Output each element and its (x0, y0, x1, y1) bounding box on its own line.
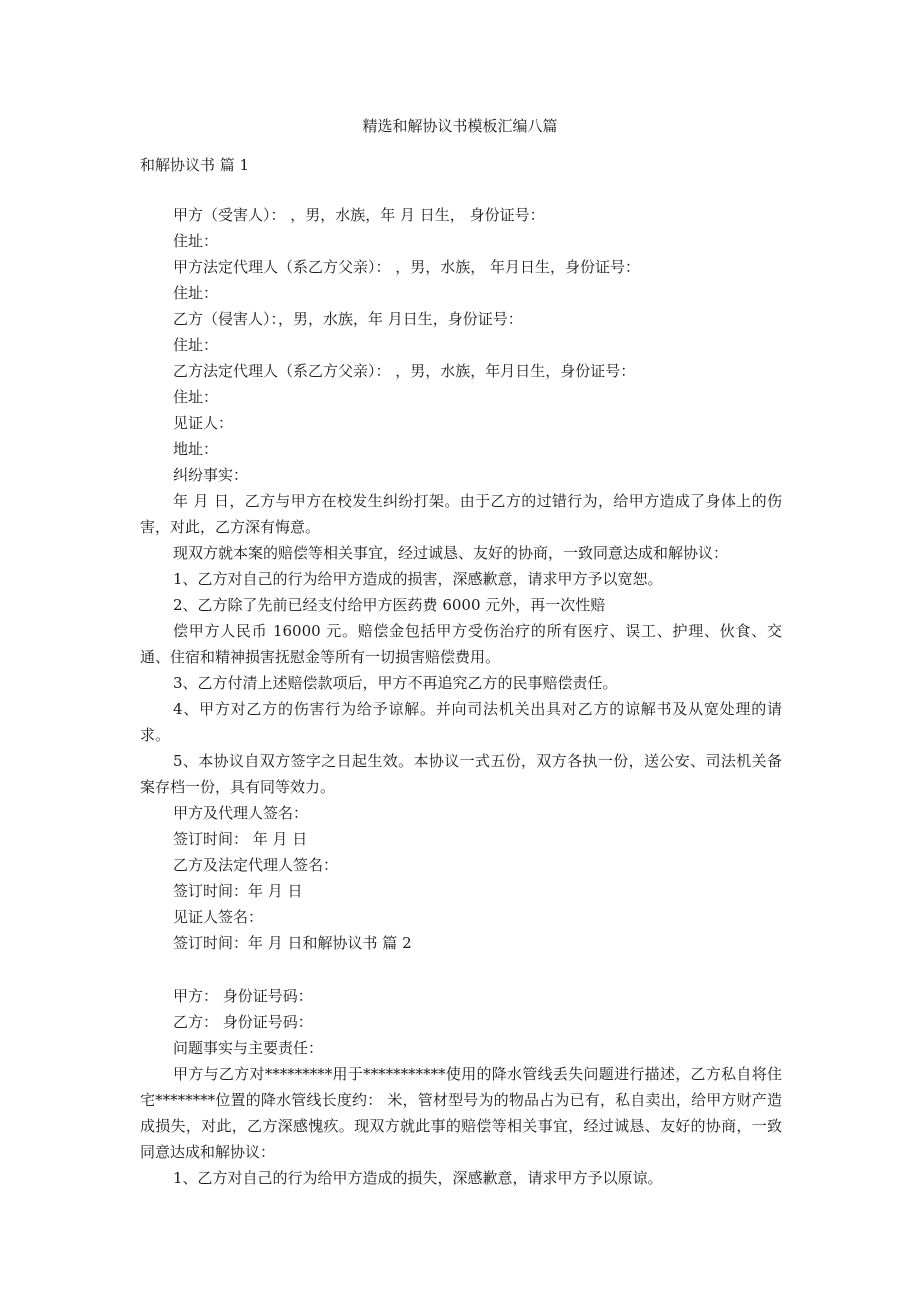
section-1-paragraph-5: 乙方（侵害人）：，男，水族，年 月日生，身份证号： (173, 310, 523, 328)
section-1-paragraph-18: 4、甲方对乙方的伤害行为给予谅解。并向司法机关出具对乙方的谅解书及从宽处理的请求。 (140, 700, 782, 744)
section-1-paragraph-16: 偿甲方人民币 16000 元。赔偿金包括甲方受伤治疗的所有医疗、误工、护理、伙食、交通、住宿和精神损害抚慰金等所有一切损害赔偿费用。 (140, 622, 782, 666)
section-1-paragraph-4: 住址： (173, 284, 219, 302)
section-1-paragraph-3: 甲方法定代理人（系乙方父亲）： ，男，水族， 年月日生，身份证号： (173, 258, 641, 276)
section-2-paragraph-3: 问题事实与主要责任： (173, 1039, 324, 1057)
section-1-paragraph-21: 签订时间： 年 月 日 (173, 830, 308, 848)
section-1-paragraph-10: 地址： (173, 440, 219, 458)
section-1-paragraph-1: 甲方（受害人）： ，男，水族，年 月 日生， 身份证号： (173, 206, 545, 224)
section-1-paragraph-23: 签订时间：年 月 日 (173, 882, 303, 900)
section-1-paragraph-14: 1、乙方对自己的行为给甲方造成的损害，深感歉意，请求甲方予以宽恕。 (173, 570, 663, 588)
section-1-body (140, 202, 782, 956)
section-2-paragraph-2: 乙方： 身份证号码： (173, 1013, 313, 1031)
section-1-paragraph-6: 住址： (173, 336, 219, 354)
section-1-heading: 和解协议书 篇 1 (140, 156, 250, 174)
document-title: 精选和解协议书模板汇编八篇 (362, 117, 558, 135)
section-2-paragraph-5: 1、乙方对自己的行为给甲方造成的损失，深感歉意，请求甲方予以原谅。 (173, 1169, 663, 1187)
section-1-paragraph-9: 见证人： (173, 414, 234, 432)
section-1-paragraph-24: 见证人签名： (173, 908, 264, 926)
section-1-paragraph-17: 3、乙方付清上述赔偿款项后，甲方不再追究乙方的民事赔偿责任。 (173, 674, 618, 692)
section-1-paragraph-11: 纠纷事实： (173, 466, 249, 484)
section-1-paragraph-25: 签订时间：年 月 日和解协议书 篇 2 (173, 934, 412, 952)
section-1-paragraph-12: 年 月 日，乙方与甲方在校发生纠纷打架。由于乙方的过错行为，给甲方造成了身体上的伤害，对此，乙方深有悔意。 (140, 492, 782, 536)
section-1-paragraph-8: 住址： (173, 388, 219, 406)
section-2-body (140, 983, 782, 1191)
section-1-paragraph-15: 2、乙方除了先前已经支付给甲方医药费 6000 元外，再一次性赔 (173, 596, 606, 614)
section-1-paragraph-22: 乙方及法定代理人签名： (173, 856, 339, 874)
section-1-paragraph-13: 现双方就本案的赔偿等相关事宜，经过诚恳、友好的协商，一致同意达成和解协议： (173, 544, 729, 562)
section-1-paragraph-7: 乙方法定代理人（系乙方父亲）： ，男，水族，年月日生，身份证号： (173, 362, 636, 380)
section-1-paragraph-19: 5、本协议自双方签字之日起生效。本协议一式五份，双方各执一份，送公安、司法机关备案存档一份，具有同等效力。 (140, 752, 782, 796)
section-2-paragraph-4: 甲方与乙方对*********用于***********使用的降水管线丢失问题进行描述，乙方私自将住宅********位置的降水管线长度约： 米，管材型号为的物品占为已有，私自卖出，给甲方财产造成损失，对此，乙方深感愧疚。现双方就此事的赔偿等相关事宜，经过诚恳、友好的协商，一致同意达成和解协议： (140, 1065, 782, 1161)
section-1-paragraph-20: 甲方及代理人签名： (173, 804, 309, 822)
section-1-paragraph-2: 住址： (173, 232, 219, 250)
section-2-paragraph-1: 甲方： 身份证号码： (173, 987, 313, 1005)
